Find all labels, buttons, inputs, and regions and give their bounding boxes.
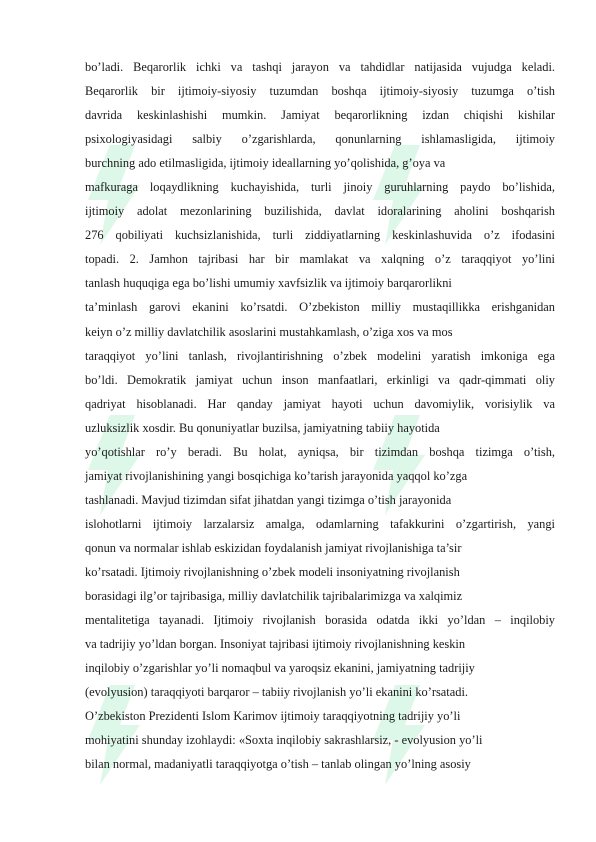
text-line: bo’ldi. Demokratik jamiyat uchun inson manfaatlari, erkinligi va qadr-qimmati oliy — [85, 372, 555, 387]
text-line: bilan normal, madaniyatli taraqqiyotga o’tish – tanlab olingan yo’lning asosiy — [85, 757, 471, 772]
text-line: jamiyat rivojlanishining yangi bosqichiga ko’tarish jarayonida yaqqol ko’zga — [85, 468, 468, 483]
text-line: davrida keskinlashishi mumkin. Jamiyat beqarorlikning izdan chiqishi kishilar — [85, 108, 555, 123]
text-line: yo’qotishlar ro’y beradi. Bu holat, ayniqsa, bir tizimdan boshqa tizimga o’tish, — [85, 444, 555, 459]
text-line: uzluksizlik xosdir. Bu qonuniyatlar buzilsa, jamiyatning tabiiy hayotida — [85, 420, 440, 435]
text-line: ijtimoiy adolat mezonlarining buzilishida, davlat idoralarining aholini boshqarish — [85, 204, 555, 219]
text-line: topadi. 2. Jamhon tajribasi har bir mamlakat va xalqning o’z taraqqiyot yo’lini — [85, 252, 555, 267]
text-line: psixologiyasidagi salbiy o’zgarishlarda, qonunlarning ishlamasligida, ijtimoiy — [85, 132, 555, 147]
text-line: mohiyatini shunday izohlaydi: «Soxta inqilobiy sakrashlarsiz, - evolyusion yo’li — [85, 733, 483, 748]
text-line: keiyn o’z milliy davlatchilik asoslarini mustahkamlash, o’ziga xos va mos — [85, 324, 453, 339]
text-line: qadriyat hisoblanadi. Har qanday jamiyat hayoti uchun davomiylik, vorisiylik va — [85, 396, 555, 411]
body-text — [85, 55, 555, 776]
text-line: taraqqiyot yo’lini tanlash, rivojlantirishning o’zbek modelini yaratish imkoniga ega — [85, 348, 555, 363]
text-line: mentalitetiga tayanadi. Ijtimoiy rivojlanish borasida odatda ikki yo’ldan – inqilobiy — [85, 613, 555, 628]
text-line: tanlash huquqiga ega bo’lishi umumiy xavfsizlik va ijtimoiy barqarorlikni — [85, 276, 452, 291]
text-line: (evolyusion) taraqqiyoti barqaror – tabiiy rivojlanish yo’li ekanini ko’rsatadi. — [85, 685, 468, 700]
text-line: mafkuraga loqaydlikning kuchayishida, turli jinoiy guruhlarning paydo bo’lishida, — [85, 180, 555, 195]
text-line: 276 qobiliyati kuchsizlanishida, turli ziddiyatlarning keskinlashuvida o’z ifodasini — [85, 228, 555, 243]
text-line: ko’rsatadi. Ijtimoiy rivojlanishning o’zbek modeli insoniyatning rivojlanish — [85, 564, 460, 579]
text-line: islohotlarni ijtimoiy larzalarsiz amalga, odamlarning tafakkurini o’zgartirish, yangi — [85, 516, 555, 531]
text-line: O’zbekiston Prezidenti Islom Karimov ijtimoiy taraqqiyotning tadrijiy yo’li — [85, 709, 461, 724]
text-line: borasidagi ilg’or tajribasiga, milliy davlatchilik tajribalarimizga va xalqimiz — [85, 589, 463, 604]
text-line: va tadrijiy yo’ldan borgan. Insoniyat tajribasi ijtimoiy rivojlanishning keskin — [85, 637, 466, 652]
text-line: qonun va normalar ishlab eskizidan foydalanish jamiyat rivojlanishiga ta’sir — [85, 540, 462, 555]
text-line: bo’ladi. Beqarorlik ichki va tashqi jarayon va tahdidlar natijasida vujudga keladi. — [85, 60, 555, 74]
text-line: Beqarorlik bir ijtimoiy-siyosiy tuzumdan boshqa ijtimoiy-siyosiy tuzumga o’tish — [85, 84, 555, 99]
text-line: burchning ado etilmasligida, ijtimoiy ideallarning yo’qolishida, g’oya va — [85, 156, 446, 171]
text-line: ta’minlash garovi ekanini ko’rsatdi. O’zbekiston milliy mustaqillikka erishganidan — [85, 300, 555, 315]
text-line: tashlanadi. Mavjud tizimdan sifat jihatdan yangi tizimga o’tish jarayonida — [85, 492, 452, 507]
text-line: inqilobiy o’zgarishlar yo’li nomaqbul va yaroqsiz ekanini, jamiyatning tadrijiy — [85, 661, 475, 676]
